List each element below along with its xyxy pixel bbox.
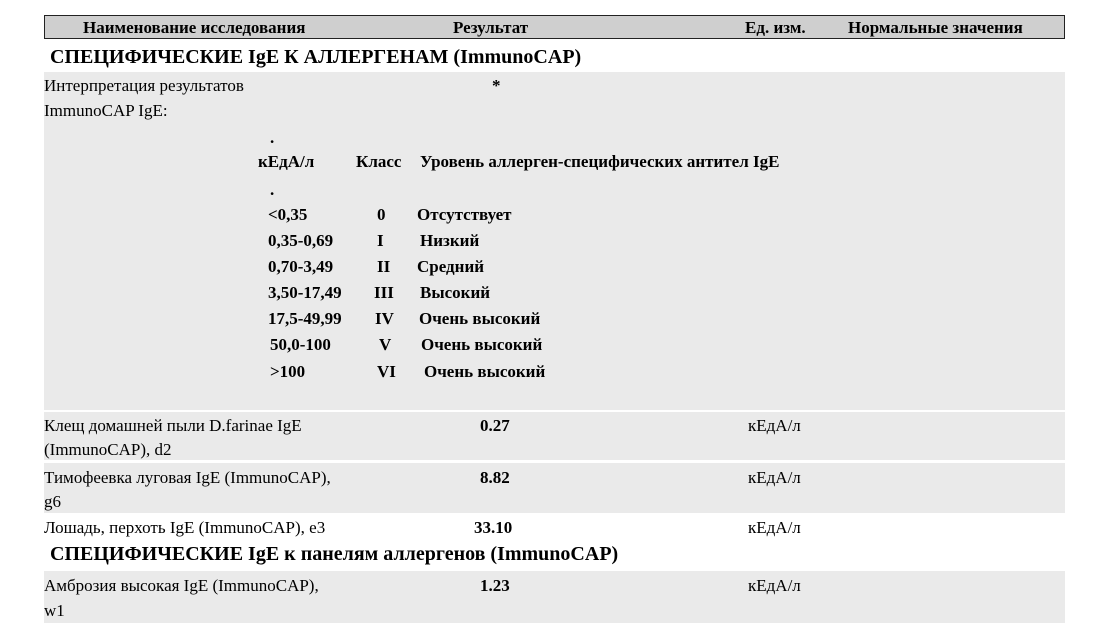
header-unit: Ед. изм. [745, 18, 806, 37]
test-unit: кЕдА/л [748, 576, 801, 595]
legend-level: Высокий [420, 283, 491, 302]
legend-range: 0,70-3,49 [268, 257, 334, 276]
test-unit: кЕдА/л [748, 468, 801, 487]
legend-range: <0,35 [268, 205, 308, 224]
legend-range: 50,0-100 [270, 335, 331, 354]
test-unit: кЕдА/л [748, 416, 801, 435]
legend-level: Отсутствует [417, 205, 512, 224]
legend-class: II [377, 257, 391, 276]
test-result: 1.23 [480, 576, 510, 595]
test-name-cont: (ImmunoCAP), d2 [44, 440, 172, 459]
legend-range: 0,35-0,69 [268, 231, 334, 250]
interpretation-block [44, 72, 1065, 410]
test-result: 33.10 [474, 518, 513, 537]
legend-dot: . [270, 180, 275, 199]
legend-class: III [374, 283, 394, 302]
section-title-panels: СПЕЦИФИЧЕСКИЕ IgE к панелям аллергенов (ImmunoCAP) [50, 543, 619, 565]
test-name-cont: g6 [44, 492, 61, 511]
legend-head-units: кЕдА/л [258, 152, 315, 171]
legend-class: I [377, 231, 384, 250]
legend-range: 17,5-49,99 [268, 309, 342, 328]
table-header [44, 15, 1065, 39]
legend-level: Очень высокий [424, 362, 546, 381]
legend-class: V [379, 335, 392, 354]
legend-head-class: Класс [356, 152, 402, 171]
section-title-allergens: СПЕЦИФИЧЕСКИЕ IgE К АЛЛЕРГЕНАМ (ImmunoCAP) [50, 46, 582, 68]
legend-dot: . [270, 128, 275, 147]
test-name: Клещ домашней пыли D.farinae IgE [44, 416, 302, 435]
legend-class: IV [375, 309, 394, 328]
header-norm: Нормальные значения [848, 18, 1023, 37]
legend-class: 0 [377, 205, 386, 224]
interpretation-label-line2: ImmunoCAP IgE: [44, 101, 168, 120]
test-name-cont: w1 [44, 601, 65, 620]
test-name: Тимофеевка луговая IgE (ImmunoCAP), [44, 468, 331, 487]
interpretation-result: * [492, 76, 501, 95]
legend-level: Очень высокий [421, 335, 543, 354]
legend-range: 3,50-17,49 [268, 283, 342, 302]
test-result: 8.82 [480, 468, 510, 487]
legend-level: Низкий [420, 231, 480, 250]
legend-class: VI [377, 362, 396, 381]
test-unit: кЕдА/л [748, 518, 801, 537]
legend-level: Средний [417, 257, 485, 276]
legend-range: >100 [270, 362, 306, 381]
header-result: Результат [453, 18, 529, 37]
legend-head-level: Уровень аллерген-специфических антител IgE [420, 152, 780, 171]
legend-level: Очень высокий [419, 309, 541, 328]
header-name: Наименование исследования [83, 18, 306, 37]
test-name: Амброзия высокая IgE (ImmunoCAP), [44, 576, 319, 595]
test-name: Лошадь, перхоть IgE (ImmunoCAP), e3 [44, 518, 326, 537]
interpretation-label-line1: Интерпретация результатов [44, 76, 244, 95]
test-result: 0.27 [480, 416, 510, 435]
